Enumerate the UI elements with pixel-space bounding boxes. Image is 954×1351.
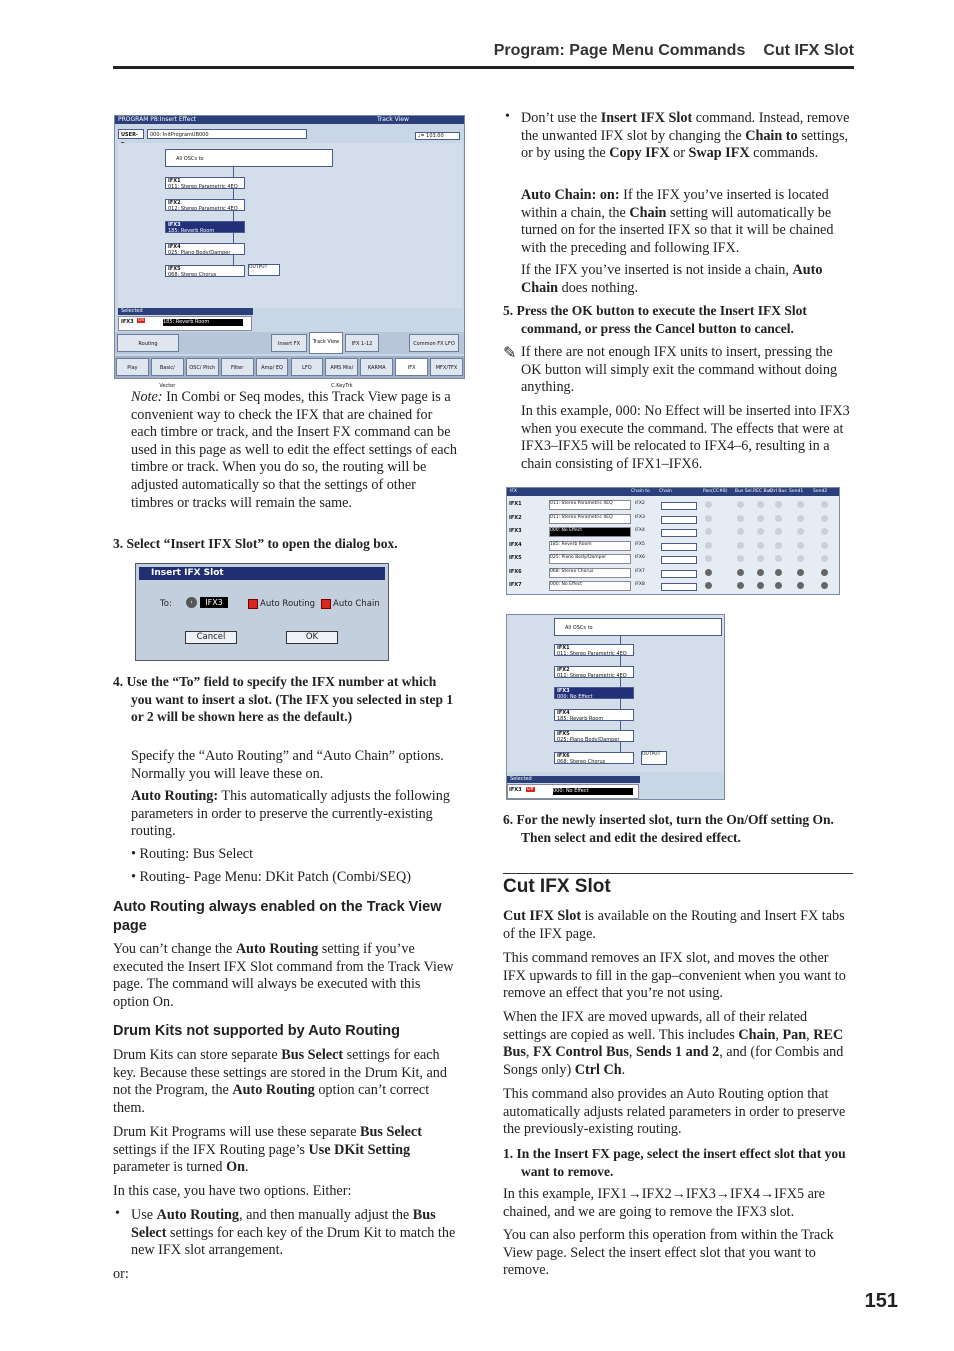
auto-routing-label: Auto Routing (260, 599, 316, 609)
on-tag[interactable]: On (138, 318, 145, 323)
knob-icon[interactable] (757, 542, 764, 549)
chain-connector (661, 570, 697, 578)
knob-icon[interactable] (821, 542, 828, 549)
ifx-slot-label: IFX3 (168, 222, 181, 228)
ifx-effect-name: 068: Stereo Chorus (168, 272, 217, 278)
table-row[interactable] (507, 540, 839, 552)
ifx-slot-label: IFX1 (168, 178, 181, 184)
step-4-paragraph: Specify the “Auto Routing” and “Auto Chain” options. Normally you will leave these on. (131, 748, 444, 782)
knob-icon[interactable] (821, 515, 828, 522)
tab-mfx-tfx[interactable]: MFX/TFX (430, 358, 463, 376)
knob-icon[interactable] (705, 555, 712, 562)
auto-chain-paragraph: Auto Chain: on: If the IFX you’ve inserted is located within a chain, the Chain setting will automatically be turned on for the inserted IFX so that it will be chained with the preceding and following IFX. (521, 187, 834, 256)
chain-connector (661, 583, 697, 591)
knob-icon[interactable] (821, 501, 828, 508)
table-header: IFX (510, 489, 517, 494)
knob-icon[interactable] (737, 515, 744, 522)
source-box[interactable]: All OSCs to (165, 149, 333, 167)
knob-icon[interactable] (737, 555, 744, 562)
ifx-effect-name[interactable]: 000: No Effect (549, 581, 631, 591)
to-label: To: (160, 599, 172, 609)
table-header: Send1 (789, 489, 804, 494)
bullet-marker: • (115, 1206, 120, 1221)
auto-chain-label: Auto Chain (333, 599, 380, 609)
table-row[interactable] (507, 567, 839, 579)
ifx-slot-box[interactable] (554, 644, 634, 656)
table-row[interactable] (507, 553, 839, 565)
paragraph-cut-5: In this example, IFX1→IFX2→IFX3→IFX4→IFX5 are chained, and we are going to remove the IFX3 slot. (503, 1186, 825, 1220)
knob-icon[interactable] (757, 555, 764, 562)
ifx-effect-name[interactable]: 025: Piano Body/Damper (549, 554, 631, 564)
knob-icon[interactable] (705, 569, 712, 576)
off-tag[interactable]: Off (527, 787, 534, 792)
ifx-slot-box[interactable] (165, 177, 245, 189)
bullet-use-auto-routing: Use Auto Routing, and then manually adjust the Bus Select settings for each key of the Drum Kit to match the new IFX slot arrangement. (131, 1207, 456, 1259)
ifx-effect-name: 025: Piano Body/Damper (168, 250, 231, 256)
tab-ams-mix-c-keytrk[interactable]: AMS Mix/ C.KeyTrk (325, 358, 358, 376)
header-rule (113, 66, 854, 69)
table-header: REC Bus (753, 489, 772, 494)
knob-icon[interactable] (757, 515, 764, 522)
ifx-effect-name: 011: Stereo Parametric 4EQ (168, 184, 238, 190)
ifx-slot-box[interactable] (165, 199, 245, 211)
knob-icon[interactable] (757, 501, 764, 508)
bullet-bus-select: • Routing: Bus Select (131, 846, 254, 862)
knob-icon[interactable] (821, 582, 828, 589)
tempo-field[interactable]: ♩= 103.00 (415, 132, 460, 140)
knob-icon[interactable] (737, 501, 744, 508)
dialog-title: Insert IFX Slot (139, 567, 385, 580)
insert-ifx-slot-dialog (135, 563, 389, 661)
tab-track-view[interactable]: Track View (309, 332, 343, 354)
chain-to-value[interactable]: IFX4 (635, 528, 645, 533)
ifx-effect-name: 011: Stereo Parametric 4EQ (557, 651, 627, 657)
tab-ifx[interactable]: IFX (395, 358, 428, 376)
selected-value[interactable]: 000: No Effect (553, 788, 633, 795)
ifx-slot-label: IFX4 (509, 541, 522, 548)
chain-connector (661, 543, 697, 551)
section-rule (503, 873, 853, 874)
knob-icon[interactable] (821, 569, 828, 576)
header-section: Program: Page Menu Commands (493, 42, 746, 59)
table-header: Ctrl Bus (769, 489, 787, 494)
tab-insert-fx[interactable]: Insert FX (271, 334, 307, 352)
auto-chain-checkbox[interactable] (321, 599, 331, 609)
selected-slot: IFX3 (121, 319, 134, 325)
running-header (476, 42, 854, 60)
knob-icon[interactable] (775, 501, 782, 508)
ifx-effect-name[interactable]: 011: Stereo Parametric 4EQ (549, 514, 631, 524)
warning-icon: ✎ (503, 345, 517, 362)
knob-icon[interactable] (737, 582, 744, 589)
chain-connector (661, 556, 697, 564)
output-box: OUTPUT (248, 264, 280, 276)
tab-common-fx-lfo[interactable]: Common FX LFO (409, 334, 459, 352)
chain-to-value[interactable]: IFX7 (635, 568, 645, 574)
ifx-effect-name: 012: Stereo Parametric 4EQ (168, 206, 238, 212)
knob-icon[interactable] (705, 542, 712, 549)
selected-slot: IFX3 (509, 787, 522, 793)
knob-icon[interactable] (705, 582, 712, 589)
chain-to-value[interactable]: IFX3 (635, 514, 645, 520)
table-header: Chain to (631, 489, 650, 494)
bullet-dkit-patch: • Routing- Page Menu: DKit Patch (Combi/SEQ) (131, 869, 412, 885)
ifx-slot-box[interactable] (554, 666, 634, 678)
table-header: Send2 (813, 489, 828, 494)
output-box: OUTPUT (641, 751, 667, 765)
chain-to-value[interactable]: IFX5 (635, 541, 645, 547)
knob-icon[interactable] (775, 569, 782, 576)
chain-to-value[interactable]: IFX6 (635, 555, 645, 560)
knob-icon[interactable] (705, 501, 712, 508)
ifx-slot-box[interactable] (554, 687, 634, 699)
knob-icon[interactable] (737, 569, 744, 576)
knob-icon[interactable] (757, 528, 764, 535)
ifx-effect-name: 000: No Effect (557, 694, 593, 700)
ifx-effect-name[interactable]: 185: Reverb Room (549, 541, 631, 551)
knob-icon[interactable] (775, 555, 782, 562)
selected-label: Selected (507, 776, 640, 783)
warning-paragraph: If there are not enough IFX units to insert, pressing the OK button will simply exit the command without doing anything. (521, 344, 838, 396)
ifx-effect-name: 025: Piano Body/Damper (557, 737, 620, 743)
knob-icon[interactable] (797, 501, 804, 508)
ifx-routing-table-screenshot (506, 487, 840, 595)
ifx-effect-name[interactable]: 011: Stereo Parametric 4EQ (549, 500, 631, 510)
tab-ifx-1-12[interactable]: IFX 1-12 (345, 334, 379, 352)
header-topic: Cut IFX Slot (763, 42, 854, 59)
ok-button[interactable]: OK (286, 631, 338, 644)
knob-icon[interactable] (821, 555, 828, 562)
example-paragraph: In this example, 000: No Effect will be inserted into IFX3 when you execute the command. The effects that were at IFX3–IFX5 will be relocated to IFX4–6, resulting in a chain consisting of IFX1–IFX6. (521, 403, 850, 472)
ifx-slot-label: IFX6 (509, 568, 522, 575)
selected-label: Selected (118, 308, 253, 315)
heading-drum-kits: Drum Kits not supported by Auto Routing (113, 1023, 401, 1039)
bullet-marker: • (505, 109, 510, 124)
ifx-slot-label: IFX7 (509, 582, 522, 588)
heading-cut-ifx-slot: Cut IFX Slot (503, 876, 611, 897)
ifx-effect-name: 011: Stereo Parametric 4EQ (557, 672, 627, 679)
ifx-slot-box[interactable] (554, 709, 634, 721)
tabs-top (115, 332, 464, 354)
screen-title-bar: PROGRAM P8:Insert Effect Track View (115, 116, 464, 124)
ifx-slot-label: IFX4 (168, 244, 181, 250)
program-name[interactable]: 000: InitProgramUB000 (147, 129, 307, 139)
auto-routing-checkbox[interactable] (248, 599, 258, 609)
chain-connector (661, 529, 697, 537)
ifx-slot-label: IFX5 (557, 731, 570, 737)
knob-icon[interactable] (737, 542, 744, 549)
knob-icon[interactable] (757, 569, 764, 576)
cancel-button[interactable]: Cancel (185, 631, 237, 644)
step-4: 4. Use the “To” field to specify the IFX number at which you want to insert a slot. (The IFX you selected in step 1 or 2 will be shown here as the default.) (113, 674, 454, 725)
table-header: Pan(CC#8) (703, 489, 728, 494)
knob-icon[interactable] (775, 528, 782, 535)
table-row[interactable] (507, 526, 839, 538)
selected-value[interactable]: 185: Reverb Room (163, 319, 243, 326)
ifx-effect-name[interactable]: 068: Stereo Chorus (549, 568, 631, 578)
tab-lfo[interactable]: LFO (291, 358, 324, 376)
tab-amp-eq[interactable]: Amp/ EQ (256, 358, 289, 376)
chain-connector (661, 502, 697, 510)
tab-play[interactable]: Play (116, 358, 149, 376)
table-header: Bus Sel. (735, 489, 754, 494)
cut-step-1: 1. In the Insert FX page, select the insert effect slot that you want to remove. (503, 1146, 846, 1179)
ifx-slot-label: IFX5 (168, 266, 181, 272)
ifx-slot-box[interactable] (554, 752, 634, 764)
paragraph-auto-routing: You can’t change the Auto Routing setting if you’ve executed the Insert IFX Slot command from the Track View page. The command will always be executed with this option On. (113, 941, 454, 1010)
ifx-slot-label: IFX1 (509, 501, 522, 507)
ifx-slot-box[interactable] (554, 730, 634, 742)
ifx-effect-name: 185: Reverb Room (557, 715, 604, 722)
knob-icon[interactable] (797, 542, 804, 549)
to-field[interactable]: IFX3 (200, 597, 228, 608)
table-header: Chain (659, 489, 672, 494)
chain-to-value[interactable]: IFX8 (635, 582, 645, 587)
track-view-after-insert-screenshot (506, 614, 725, 800)
or-text: or: (113, 1266, 129, 1282)
ifx-slot-label: IFX6 (557, 752, 570, 759)
program-bank[interactable]: USER- (118, 129, 144, 139)
paragraph-cut-4: This command also provides an Auto Routing option that automatically adjusts related parameters in order to preserve the previously-existing routing. (503, 1086, 846, 1138)
auto-chain-paragraph-2: If the IFX you’ve inserted is not inside a chain, Auto Chain does nothing. (521, 262, 823, 296)
knob-icon[interactable] (797, 515, 804, 522)
tab-filter[interactable]: Filter (221, 358, 254, 376)
source-box[interactable]: All OSCs to (554, 618, 722, 636)
knob-icon[interactable] (797, 582, 804, 589)
auto-routing-paragraph: Auto Routing: This automatically adjusts the following parameters in order to preserve the currently-existing routing. (131, 788, 450, 840)
bullet-dont-use: Don’t use the Insert IFX Slot command. Instead, remove the unwanted IFX slot by changing the Chain to settings, or by using the Copy IFX or Swap IFX commands. (521, 110, 850, 162)
ifx-slot-box[interactable] (165, 243, 245, 255)
note-paragraph: Note: In Combi or Seq modes, this Track View page is a convenient way to check the IFX that are chained for each timbre or track, and the Insert FX command can be used in this page as well to edit the effect settings of each timbre or track. When you do so, the routing will be adjusted automatically so that the settings of other timbres or tracks will remain the same. (131, 389, 457, 511)
ifx-slot-label: IFX4 (557, 709, 570, 716)
knob-icon[interactable] (797, 569, 804, 576)
tabs-bottom (115, 356, 464, 389)
paragraph-cut-6: You can also perform this operation from within the Track View page. Select the insert effect slot that you want to remove. (503, 1227, 834, 1279)
paragraph-cut-1: Cut IFX Slot is available on the Routing and Insert FX tabs of the IFX page. (503, 908, 845, 942)
heading-auto-routing-track-view: Auto Routing always enabled on the Track View page (113, 899, 442, 934)
knob-icon[interactable] (737, 528, 744, 535)
ifx-slot-label: IFX3 (557, 688, 570, 694)
ifx-effect-name: 068: Stereo Chorus (557, 758, 606, 765)
step-5: 5. Press the OK button to execute the Insert IFX Slot command, or press the Cancel button to cancel. (503, 303, 807, 336)
chain-to-value[interactable]: IFX2 (635, 501, 645, 506)
tab-osc-pitch[interactable]: OSC/ Pitch (186, 358, 219, 376)
tab-karma[interactable]: KARMA (360, 358, 393, 376)
knob-icon[interactable] (821, 528, 828, 535)
ifx-effect-name[interactable]: 000: No Effect (549, 527, 631, 537)
knob-icon[interactable] (797, 528, 804, 535)
knob-icon[interactable] (797, 555, 804, 562)
knob-icon[interactable] (757, 582, 764, 589)
ifx-slot-box[interactable] (165, 265, 245, 277)
knob-icon[interactable] (775, 542, 782, 549)
knob-icon[interactable] (775, 515, 782, 522)
ifx-effect-name: 185: Reverb Room (168, 228, 215, 234)
table-row[interactable] (507, 513, 839, 525)
table-row[interactable] (507, 580, 839, 592)
knob-icon[interactable] (775, 582, 782, 589)
ifx-slot-label: IFX2 (168, 200, 181, 206)
page-number: 151 (864, 1290, 898, 1312)
ifx-slot-label: IFX3 (509, 528, 522, 534)
paragraph-options: In this case, you have two options. Either: (113, 1183, 352, 1199)
knob-icon[interactable] (705, 528, 712, 535)
paragraph-cut-2: This command removes an IFX slot, and moves the other IFX upwards to fill in the gap–convenient when you want to remove an effect that you’re not using. (503, 950, 846, 1002)
paragraph-cut-3: When the IFX are moved upwards, all of their related settings are copied as well. This includes Chain, Pan, REC Bus, FX Control Bus, Sends 1 and 2, and (for Combis and Songs only) Ctrl Ch. (503, 1009, 844, 1078)
ifx-slot-label: IFX1 (557, 645, 570, 651)
table-row[interactable] (507, 499, 839, 511)
paragraph-drum-1: Drum Kits can store separate Bus Select settings for each key. Because these settings are stored in the Drum Kit, and not the Program, the Auto Routing option can’t correct them. (113, 1047, 447, 1116)
ifx-slot-label: IFX2 (509, 514, 522, 521)
step-6: 6. For the newly inserted slot, turn the On/Off setting On. Then select and edit the desired effect. (503, 812, 834, 845)
chevron-right-icon[interactable]: › (186, 597, 197, 608)
tab-routing[interactable]: Routing (117, 334, 179, 352)
ifx-slot-label: IFX5 (509, 555, 522, 561)
step-3: 3. Select “Insert IFX Slot” to open the dialog box. (113, 536, 398, 551)
view-select[interactable]: Track View (377, 116, 409, 123)
ifx-slot-box[interactable] (165, 221, 245, 233)
chain-connector (661, 516, 697, 524)
ifx-slot-label: IFX2 (557, 666, 570, 673)
knob-icon[interactable] (705, 515, 712, 522)
track-view-screenshot (114, 115, 465, 389)
tab-basic-vector[interactable]: Basic/ Vector (151, 358, 184, 376)
paragraph-drum-2: Drum Kit Programs will use these separate Bus Select settings if the IFX Routing page’s Use DKit Setting parameter is turned On. (113, 1124, 422, 1176)
